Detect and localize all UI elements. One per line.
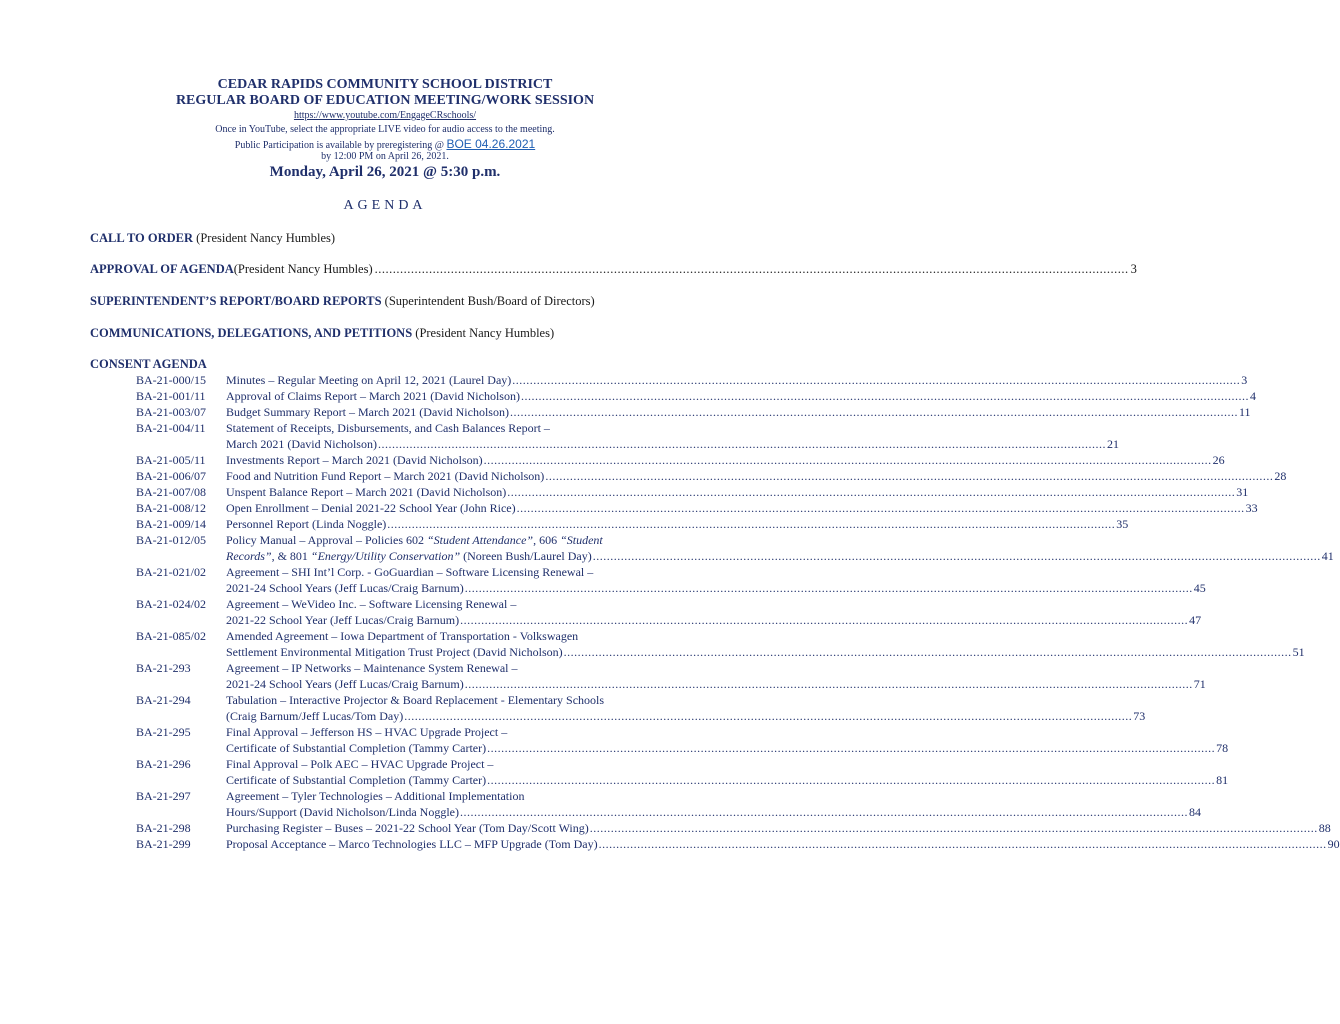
item-text-italic: “Student Attendance” (426, 533, 534, 547)
item-text: 2021-24 School Years (Jeff Lucas/Craig Barnum) (226, 677, 464, 691)
youtube-link[interactable]: https://www.youtube.com/EngageCRschools/ (293, 110, 477, 121)
item-code: BA-21-293 (136, 661, 191, 675)
dot-leader (521, 388, 1249, 404)
page-number: 3 (1241, 373, 1248, 387)
page-number: 78 (1216, 741, 1229, 755)
list-item (90, 404, 1251, 420)
dot-leader (517, 500, 1245, 516)
item-text: Approval of Claims Report – March 2021 (David Nicholson) (226, 389, 520, 403)
list-item (90, 628, 1305, 660)
item-text: Unspent Balance Report – March 2021 (David Nicholson) (226, 485, 507, 499)
item-text-part: , & 801 (271, 549, 311, 563)
item-text: Proposal Acceptance – Marco Technologies LLC – MFP Upgrade (Tom Day) (226, 837, 598, 851)
item-text-italic: “Student (560, 533, 603, 547)
item-text: 2021-22 School Year (Jeff Lucas/Craig Barnum) (226, 613, 460, 627)
section-lead: (President Nancy Humbles) (233, 262, 373, 276)
item-text: March 2021 (David Nicholson) (226, 437, 377, 451)
list-item (90, 484, 1249, 500)
dot-leader (487, 740, 1215, 756)
youtube-note: Once in YouTube, select the appropriate LIVE video for audio access to the meeting. (215, 124, 555, 135)
dot-leader (599, 836, 1327, 852)
page-number: 45 (1193, 581, 1206, 595)
list-item (90, 388, 1256, 404)
item-code: BA-21-001/11 (136, 389, 206, 403)
dot-leader (512, 372, 1240, 388)
page-number: 90 (1327, 837, 1340, 851)
dot-leader (375, 262, 1129, 277)
item-text: Hours/Support (David Nicholson/Linda Noggle) (226, 805, 459, 819)
agenda-heading: AGENDA (343, 198, 427, 213)
item-text: Purchasing Register – Buses – 2021-22 School Year (Tom Day/Scott Wing) (226, 821, 589, 835)
item-text (226, 532, 1334, 548)
page-number: 47 (1189, 613, 1202, 627)
dot-leader (387, 516, 1115, 532)
item-text (226, 548, 592, 564)
approval-of-agenda (90, 262, 1137, 277)
dot-leader (460, 804, 1188, 820)
item-text: Personnel Report (Linda Noggle) (226, 517, 387, 531)
item-code: BA-21-009/14 (136, 517, 206, 531)
list-item (90, 516, 1129, 532)
item-text: Agreement – SHI Int’l Corp. - GoGuardian – Software Licensing Renewal – (226, 565, 594, 579)
page-number: 33 (1245, 501, 1258, 515)
superintendent-report (90, 294, 680, 309)
list-item (90, 500, 1258, 516)
item-text: Tabulation – Interactive Projector & Board Replacement - Elementary Schools (226, 693, 605, 707)
item-text: Agreement – IP Networks – Maintenance System Renewal – (226, 661, 518, 675)
item-code: BA-21-003/07 (136, 405, 206, 419)
section-lead: (President Nancy Humbles) (193, 231, 336, 245)
list-item (90, 596, 1202, 628)
page-number: 4 (1249, 389, 1256, 403)
item-code: BA-21-004/11 (136, 421, 206, 435)
list-item (90, 692, 1146, 724)
section-lead: (President Nancy Humbles) (412, 326, 555, 340)
dot-leader (484, 452, 1212, 468)
meeting-title: REGULAR BOARD OF EDUCATION MEETING/WORK SESSION (175, 93, 595, 108)
page-number: 51 (1292, 645, 1305, 659)
dot-leader (487, 772, 1215, 788)
item-text: Open Enrollment – Denial 2021-22 School Year (John Rice) (226, 501, 516, 515)
list-item (90, 564, 1206, 596)
item-code: BA-21-000/15 (136, 373, 206, 387)
item-text-part: (Noreen Bush/Laurel Day) (460, 549, 592, 563)
item-text: Settlement Environmental Mitigation Trust Project (David Nicholson) (226, 645, 563, 659)
item-text-italic: Records” (226, 549, 272, 563)
item-code: BA-21-021/02 (136, 565, 206, 579)
page-number: 35 (1116, 517, 1129, 531)
item-code: BA-21-294 (136, 693, 191, 707)
item-text: Agreement – WeVideo Inc. – Software Licensing Renewal – (226, 597, 517, 611)
item-text-part: , 606 (533, 533, 561, 547)
dot-leader (378, 436, 1106, 452)
page-number: 81 (1216, 773, 1229, 787)
district-title: CEDAR RAPIDS COMMUNITY SCHOOL DISTRICT (217, 77, 553, 92)
dot-leader (510, 404, 1238, 420)
list-item (90, 532, 1334, 564)
list-item (90, 724, 1229, 756)
page-number: 41 (1321, 549, 1334, 563)
page-number: 31 (1236, 485, 1249, 499)
participation-note (0, 137, 770, 151)
page-number: 26 (1212, 453, 1225, 467)
dot-leader (465, 676, 1193, 692)
page-number: 73 (1133, 709, 1146, 723)
item-text-part: Policy Manual – Approval – Policies 602 (226, 533, 427, 547)
item-text: Certificate of Substantial Completion (Tammy Carter) (226, 773, 487, 787)
page-number: 28 (1274, 469, 1287, 483)
item-text: (Craig Barnum/Jeff Lucas/Tom Day) (226, 709, 404, 723)
section-title: APPROVAL OF AGENDA (90, 262, 234, 276)
dot-leader (465, 580, 1193, 596)
list-item (90, 372, 1248, 388)
meeting-date: Monday, April 26, 2021 @ 5:30 p.m. (269, 164, 501, 180)
dot-leader (545, 468, 1273, 484)
consent-agenda-title: CONSENT AGENDA (90, 357, 207, 371)
participation-prefix: Public Participation is available by preregistering @ (234, 140, 447, 151)
list-item (90, 420, 1119, 452)
page-number: 71 (1193, 677, 1206, 691)
item-code: BA-21-296 (136, 757, 191, 771)
list-item (90, 660, 1206, 692)
deadline-note: by 12:00 PM on April 26, 2021. (321, 151, 449, 162)
item-code: BA-21-298 (136, 821, 191, 835)
list-item (90, 756, 1229, 788)
list-item (90, 788, 1201, 820)
item-text: Minutes – Regular Meeting on April 12, 2021 (Laurel Day) (226, 373, 512, 387)
section-title: COMMUNICATIONS, DELEGATIONS, AND PETITIONS (90, 326, 413, 340)
item-text: Amended Agreement – Iowa Department of Transportation - Volkswagen (226, 629, 579, 643)
dot-leader (404, 708, 1132, 724)
communications (90, 326, 680, 341)
list-item (90, 468, 1287, 484)
page-number: 11 (1238, 405, 1251, 419)
page-number: 88 (1318, 821, 1331, 835)
section-lead: (Superintendent Bush/Board of Directors) (381, 294, 595, 308)
item-code: BA-21-008/12 (136, 501, 206, 515)
dot-leader (507, 484, 1235, 500)
item-code: BA-21-007/08 (136, 485, 206, 499)
section-title: CALL TO ORDER (90, 231, 194, 245)
item-text: Food and Nutrition Fund Report – March 2021 (David Nicholson) (226, 469, 545, 483)
item-text: Certificate of Substantial Completion (Tammy Carter) (226, 741, 487, 755)
list-item (90, 452, 1225, 468)
dot-leader (590, 820, 1318, 836)
list-item (90, 820, 1331, 836)
item-code: BA-21-005/11 (136, 453, 206, 467)
item-text: Final Approval – Jefferson HS – HVAC Upgrade Project – (226, 725, 508, 739)
page-number: 3 (1130, 262, 1137, 276)
dot-leader (460, 612, 1188, 628)
call-to-order (90, 231, 680, 246)
item-code: BA-21-295 (136, 725, 191, 739)
register-link[interactable]: BOE 04.26.2021 (446, 137, 536, 151)
item-text: Statement of Receipts, Disbursements, and Cash Balances Report – (226, 421, 550, 435)
dot-leader (593, 548, 1321, 564)
item-code: BA-21-024/02 (136, 597, 206, 611)
item-code: BA-21-299 (136, 837, 191, 851)
item-text: 2021-24 School Years (Jeff Lucas/Craig Barnum) (226, 581, 464, 595)
page-number: 84 (1188, 805, 1201, 819)
item-code: BA-21-085/02 (136, 629, 206, 643)
item-text-italic: “Energy/Utility Conservation” (310, 549, 461, 563)
section-title: SUPERINTENDENT’S REPORT/BOARD REPORTS (90, 294, 382, 308)
item-code: BA-21-006/07 (136, 469, 206, 483)
page-number: 21 (1106, 437, 1119, 451)
item-code: BA-21-297 (136, 789, 191, 803)
item-code: BA-21-012/05 (136, 533, 206, 547)
item-text: Budget Summary Report – March 2021 (David Nicholson) (226, 405, 509, 419)
item-text: Investments Report – March 2021 (David Nicholson) (226, 453, 483, 467)
consent-items (90, 372, 1340, 852)
list-item (90, 836, 1340, 852)
item-text: Agreement – Tyler Technologies – Additional Implementation (226, 789, 525, 803)
dot-leader (564, 644, 1292, 660)
item-text: Final Approval – Polk AEC – HVAC Upgrade Project – (226, 757, 494, 771)
